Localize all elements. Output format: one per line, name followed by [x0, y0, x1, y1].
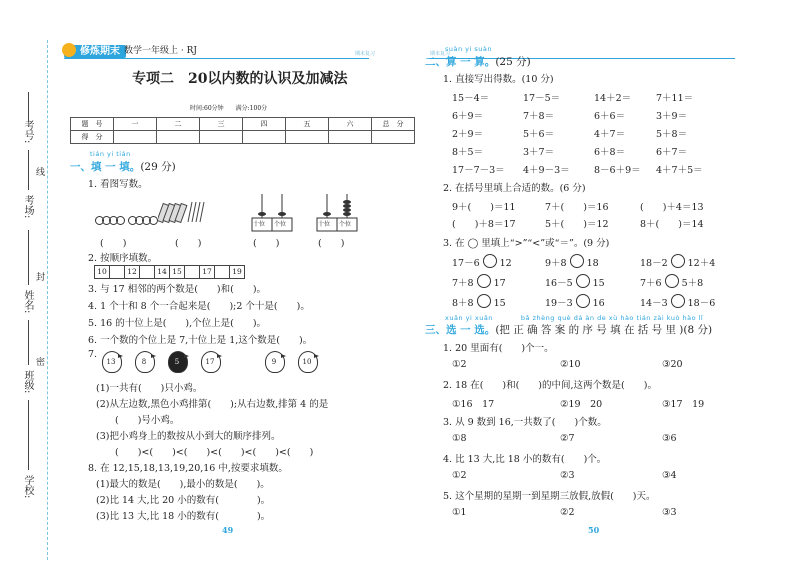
sequence-cell: 12: [124, 265, 140, 279]
sequence-cell: 19: [229, 265, 245, 279]
compare-circle[interactable]: [665, 274, 679, 288]
sequence-cell: 14: [154, 265, 170, 279]
tiny-header-left: 期末复习: [355, 51, 376, 57]
compare-item: 9＋8 18: [545, 254, 599, 269]
q1-blank-4[interactable]: ( ): [318, 238, 345, 249]
fill-item[interactable]: 9＋( )＝11: [452, 202, 516, 213]
compare-circle[interactable]: [570, 254, 584, 268]
brand-logo-icon: [62, 43, 76, 57]
abacus-2-ones-label: 个位: [339, 222, 352, 228]
q8-2-text: (2)比 14 大,比 20 小的数有( )。: [96, 495, 271, 506]
section-1-title: 一、填 一 填。: [70, 161, 141, 173]
chick-number: 17: [205, 358, 215, 366]
q5-text: 5. 16 的十位上是( ),个位上是( )。: [88, 318, 267, 329]
s3-q3-opt-1[interactable]: ①8: [452, 433, 467, 444]
calc-item: 7＋11＝: [656, 93, 694, 104]
exam-room-line: [28, 150, 29, 190]
calc-item: 6＋7＝: [656, 147, 688, 158]
s3-q5-opt-3[interactable]: ③3: [662, 507, 677, 518]
sec2-pinyin: suàn yi suàn: [445, 45, 493, 53]
q7-1-text: (1)一共有( )只小鸡。: [96, 383, 203, 394]
score-input-cell[interactable]: [243, 131, 286, 144]
exam-number-label: 考号:: [22, 120, 33, 144]
q2-text: 2. 按顺序填数。: [88, 253, 158, 264]
calc-item: 6＋9＝: [452, 111, 484, 122]
s3-q3-text: 3. 从 9 数到 16,一共数了( )个数。: [443, 417, 607, 428]
s3-q4-opt-3[interactable]: ③4: [662, 470, 677, 481]
q1-blank-1[interactable]: ( ): [100, 238, 127, 249]
section-3-instruction: (把 正 确 答 案 的 序 号 填 在 括 号 里 ): [495, 324, 684, 336]
calc-item: 15－4＝: [452, 93, 490, 104]
q7-text: 7.: [88, 349, 98, 360]
section-2-points: (25 分): [495, 56, 531, 68]
sequence-cell: 15: [169, 265, 185, 279]
page-number-left: 49: [222, 525, 234, 535]
abacus-2-tens-label: 十位: [318, 222, 331, 228]
compare-item: 8＋8 15: [452, 294, 506, 309]
score-input-cell[interactable]: [114, 131, 157, 144]
compare-circle[interactable]: [477, 294, 491, 308]
s2q2-text: 2. 在括号里填上合适的数。(6 分): [443, 183, 586, 194]
chick-13: [100, 348, 122, 372]
score-input-cell[interactable]: [286, 131, 329, 144]
compare-item: 7＋8 17: [452, 274, 506, 289]
s3-q2-text: 2. 18 在( )和( )的中间,这两个数是( )。: [443, 380, 657, 391]
compare-item: 7＋6 5＋8: [640, 274, 703, 289]
q7-3-text: (3)把小鸡身上的数按从小到大的顺序排列。: [96, 431, 281, 442]
sequence-boxes: [95, 265, 245, 279]
score-cell: 题 号: [71, 118, 114, 131]
sequence-cell-blank[interactable]: [139, 265, 155, 279]
compare-circle[interactable]: [671, 294, 685, 308]
brand-name: 修炼期末: [80, 46, 120, 57]
s3-q1-text: 1. 20 里面有( )个一。: [443, 343, 554, 354]
score-cell: 二: [157, 118, 200, 131]
chick-17: [199, 348, 221, 372]
score-input-cell[interactable]: [200, 131, 243, 144]
name-label: 姓名:: [22, 290, 33, 314]
s3-q3-opt-3[interactable]: ③6: [662, 433, 677, 444]
class-line: [28, 320, 29, 365]
compare-circle[interactable]: [477, 274, 491, 288]
chick-8: [133, 348, 155, 372]
compare-circle[interactable]: [483, 254, 497, 268]
s3-q3-opt-2[interactable]: ②7: [560, 433, 575, 444]
q3-text: 3. 与 17 相邻的两个数是( )和( )。: [88, 284, 267, 295]
section-1-points: (29 分): [140, 161, 176, 173]
seal-feng-mark: 封: [36, 273, 46, 283]
fill-item[interactable]: ( )＋4＝13: [640, 202, 704, 213]
q1-blank-2[interactable]: ( ): [175, 238, 202, 249]
s3-q1-opt-2[interactable]: ②10: [560, 359, 581, 370]
section-3-title: 三、选 一 选。: [425, 324, 496, 336]
score-input-cell[interactable]: [372, 131, 415, 144]
calc-item: 5＋6＝: [523, 129, 555, 140]
s2q3-text: 3. 在 ◯ 里填上“>”“<”或“＝”。(9 分): [443, 238, 610, 249]
score-cell: 四: [243, 118, 286, 131]
s2q1-text: 1. 直接写出得数。(10 分): [443, 74, 554, 85]
sec3-pinyin: xuǎn yi xuǎn bǎ zhèng què dá àn de xù hào tián zài kuò hào lǐ: [445, 314, 704, 322]
bead-rings-figure: [96, 210, 157, 229]
section-2-title: 二、算 一 算。: [425, 56, 496, 68]
sec1-pinyin: tián yi tián: [90, 150, 131, 158]
fill-item[interactable]: ( )＋8＝17: [452, 219, 516, 230]
s3-q1-opt-3[interactable]: ③20: [662, 359, 683, 370]
section-3-points: (8 分): [683, 324, 713, 336]
compare-circle[interactable]: [576, 274, 590, 288]
compare-circle[interactable]: [671, 254, 685, 268]
calc-item: 5＋8＝: [656, 129, 688, 140]
section-3-heading: [425, 322, 712, 337]
sequence-cell-blank[interactable]: [184, 265, 200, 279]
seal-mi-mark: 密: [36, 358, 46, 368]
binding-dashed-line: [47, 40, 48, 560]
section-2-heading: [425, 54, 531, 69]
calc-item: 4＋9－3＝: [523, 165, 570, 176]
exam-room-label: 考场:: [22, 195, 33, 219]
exam-number-line: [28, 92, 29, 122]
school-line: [28, 400, 29, 470]
s3-q4-opt-1[interactable]: ①2: [452, 470, 467, 481]
chick-number: 5: [174, 358, 180, 366]
chick-9: [263, 348, 285, 372]
score-input-cell[interactable]: [329, 131, 372, 144]
chick-number: 13: [106, 358, 116, 366]
q4-text: 4. 1 个十和 8 个一合起来是( );2 个十是( )。: [88, 301, 310, 312]
brand-logo: [64, 45, 126, 58]
school-label: 学校:: [22, 475, 33, 499]
calc-item: 8＋5＝: [452, 147, 484, 158]
sequence-cell-blank[interactable]: [214, 265, 230, 279]
compare-item: 18－2 12＋4: [640, 254, 715, 269]
calc-item: 3＋9＝: [656, 111, 688, 122]
section-1-heading: [70, 159, 176, 174]
calc-item: 8－6＋9＝: [594, 165, 641, 176]
score-cell: 三: [200, 118, 243, 131]
class-label: 班级:: [22, 370, 33, 394]
score-cell: 总 分: [372, 118, 415, 131]
compare-item: 16－5 15: [545, 274, 605, 289]
header-rule-left: [64, 58, 369, 59]
chick-number: 8: [141, 358, 147, 366]
page-number-right: 50: [588, 525, 600, 535]
subject-label: 数学一年级上 · RJ: [124, 46, 197, 56]
chick-10: [296, 348, 318, 372]
calc-item: 17－7－3＝: [452, 165, 505, 176]
sequence-cell: 10: [94, 265, 110, 279]
calc-item: 6＋6＝: [594, 111, 626, 122]
score-table-score-row: [71, 131, 415, 144]
compare-item: 17－6 12: [452, 254, 512, 269]
seal-line-mark: 线: [36, 168, 46, 178]
score-cell: 五: [286, 118, 329, 131]
sequence-cell: 17: [199, 265, 215, 279]
chick-number: 10: [302, 358, 312, 366]
q7-2b-text: ( )号小鸡。: [115, 415, 180, 426]
s3-q2-opt-2[interactable]: ②19 20: [560, 399, 603, 410]
q1-blank-3[interactable]: ( ): [253, 238, 280, 249]
chick-number: 9: [271, 358, 277, 366]
s3-q1-opt-1[interactable]: ①2: [452, 359, 467, 370]
q7-2a-text: (2)从左边数,黑色小鸡排第( );从右边数,排第 4 的是: [96, 399, 329, 410]
s3-q5-opt-1[interactable]: ①1: [452, 507, 467, 518]
fill-item[interactable]: 7＋( )＝16: [545, 202, 609, 213]
q6-text: 6. 一个数的个位上是 7,十位上是 1,这个数是( )。: [88, 335, 313, 346]
name-line: [28, 230, 29, 285]
abacus-1-tens-label: 十位: [253, 222, 266, 228]
calc-item: 3＋7＝: [523, 147, 555, 158]
q1-text: 1. 看图写数。: [88, 179, 148, 190]
tiny-header-right: 期末复习: [430, 51, 451, 57]
exam-meta: 时间:60分钟 满分:100分: [190, 105, 268, 112]
score-cell: 一: [114, 118, 157, 131]
stick-bundles-figure: [158, 200, 208, 224]
q8-1-text: (1)最大的数是( ),最小的数是( )。: [96, 479, 270, 490]
q7-3-order-line[interactable]: ( )<( )<( )<( )<( )<( ): [115, 447, 314, 458]
abacus-1-ones-label: 个位: [274, 222, 287, 228]
s3-q5-opt-2[interactable]: ②2: [560, 507, 575, 518]
chick-5-black: [166, 348, 188, 372]
score-table-header-row: [71, 118, 415, 131]
s3-q2-opt-1[interactable]: ①16 17: [452, 399, 495, 410]
sequence-cell-blank[interactable]: [109, 265, 125, 279]
calc-item: 17－5＝: [523, 93, 561, 104]
compare-circle[interactable]: [576, 294, 590, 308]
calc-item: 6＋8＝: [594, 147, 626, 158]
calc-item: 2＋9＝: [452, 129, 484, 140]
fill-item[interactable]: 5＋( )＝12: [545, 219, 609, 230]
s3-q2-opt-3[interactable]: ③17 19: [662, 399, 705, 410]
fill-item[interactable]: 8＋( )＝14: [640, 219, 704, 230]
page-title: 专项二 20以内数的认识及加减法: [132, 71, 348, 87]
s3-q5-text: 5. 这个星期的星期一到星期三放假,放假( )天。: [443, 491, 656, 502]
score-cell: 得 分: [71, 131, 114, 144]
compare-item: 19－3 16: [545, 294, 605, 309]
score-table: [70, 117, 415, 144]
q8-3-text: (3)比 13 大,比 18 小的数有( )。: [96, 511, 271, 522]
score-input-cell[interactable]: [157, 131, 200, 144]
score-cell: 六: [329, 118, 372, 131]
compare-item: 14－3 18－6: [640, 294, 715, 309]
calc-item: 14＋2＝: [594, 93, 632, 104]
calc-item: 7＋8＝: [523, 111, 555, 122]
calc-item: 4＋7＋5＝: [656, 165, 703, 176]
q8-text: 8. 在 12,15,18,13,19,20,16 中,按要求填数。: [88, 463, 288, 474]
s3-q4-text: 4. 比 13 大,比 18 小的数有( )个。: [443, 454, 607, 465]
calc-item: 4＋7＝: [594, 129, 626, 140]
s3-q4-opt-2[interactable]: ②3: [560, 470, 575, 481]
